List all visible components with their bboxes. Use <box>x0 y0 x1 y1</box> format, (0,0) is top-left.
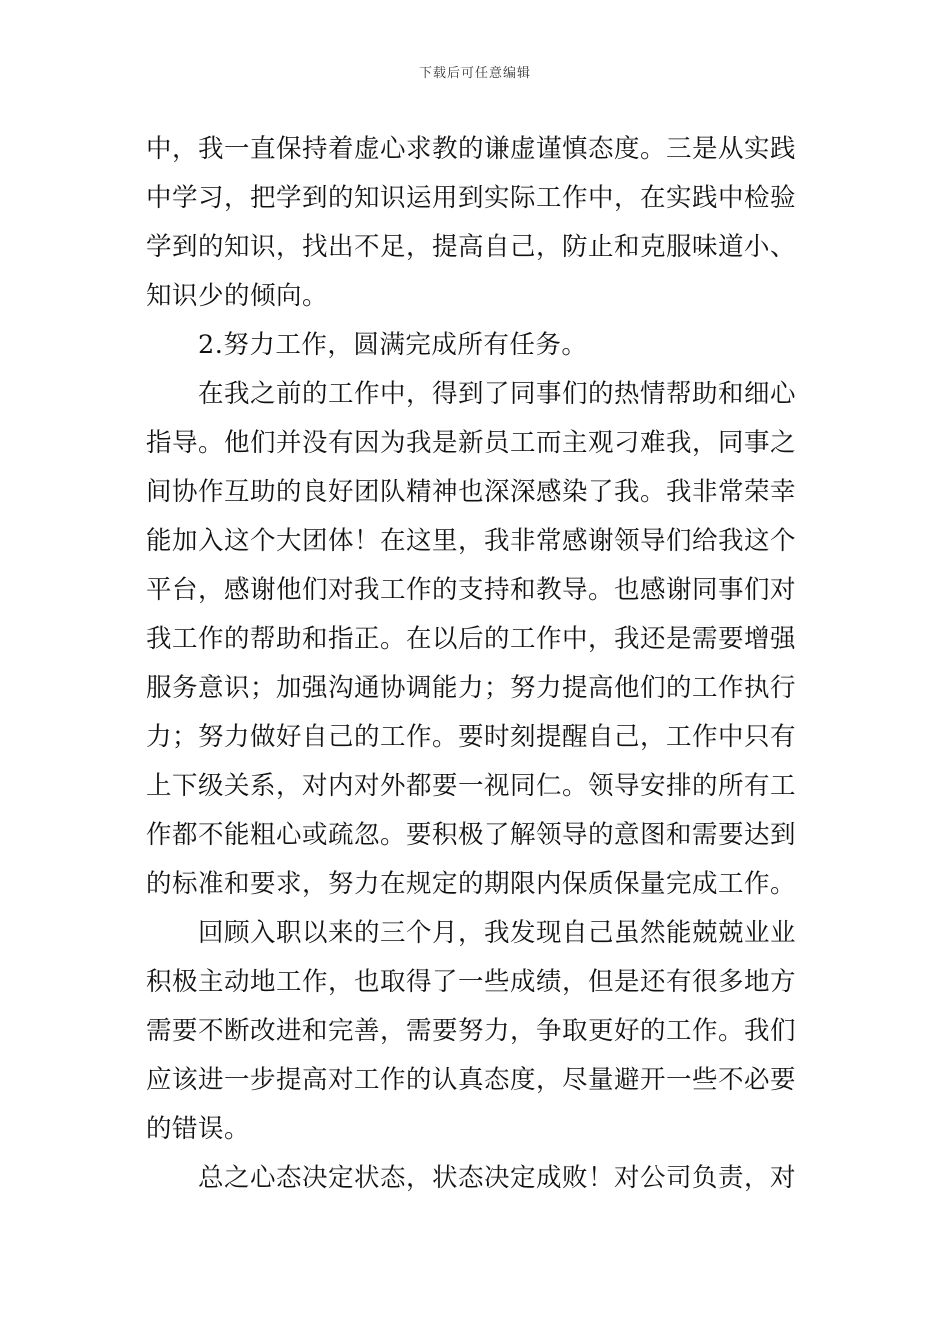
text-line: 知识少的倾向。 <box>146 281 329 311</box>
text-line: 学到的知识，找出不足，提高自己，防止和克服味道小、 <box>146 232 797 262</box>
text-line: 的标准和要求，努力在规定的期限内保质保量完成工作。 <box>146 869 797 899</box>
text-line: 中，我一直保持着虚心求教的谦虚谨慎态度。三是从实践 <box>146 134 797 164</box>
text-line: 回顾入职以来的三个月，我发现自己虽然能兢兢业业 <box>198 918 797 948</box>
text-line: 的错误。 <box>146 1114 251 1144</box>
text-line: 积极主动地工作，也取得了一些成绩，但是还有很多地方 <box>146 967 797 997</box>
text-line: 我工作的帮助和指正。在以后的工作中，我还是需要增强 <box>146 624 797 654</box>
text-line: 上下级关系，对内对外都要一视同仁。领导安排的所有工 <box>146 771 797 801</box>
text-line: 在我之前的工作中，得到了同事们的热情帮助和细心 <box>198 379 797 409</box>
body-text <box>146 125 808 1203</box>
text-line: 平台，感谢他们对我工作的支持和教导。也感谢同事们对 <box>146 575 797 605</box>
text-line: 需要不断改进和完善，需要努力，争取更好的工作。我们 <box>146 1016 797 1046</box>
text-line: 能加入这个大团体！在这里，我非常感谢领导们给我这个 <box>146 526 797 556</box>
section-heading: 2.努力工作，圆满完成所有任务。 <box>198 330 588 360</box>
text-line: 力；努力做好自己的工作。要时刻提醒自己，工作中只有 <box>146 722 797 752</box>
text-line: 服务意识；加强沟通协调能力；努力提高他们的工作执行 <box>146 673 797 703</box>
text-line: 应该进一步提高对工作的认真态度，尽量避开一些不必要 <box>146 1065 797 1095</box>
text-line: 作都不能粗心或疏忽。要积极了解领导的意图和需要达到 <box>146 820 797 850</box>
text-line: 指导。他们并没有因为我是新员工而主观刁难我，同事之 <box>146 428 797 458</box>
text-line: 中学习，把学到的知识运用到实际工作中，在实践中检验 <box>146 183 797 213</box>
text-line: 间协作互助的良好团队精神也深深感染了我。我非常荣幸 <box>146 477 797 507</box>
page-header: 下载后可任意编辑 <box>418 66 531 81</box>
text-line: 总之心态决定状态，状态决定成败！对公司负责，对 <box>198 1163 797 1193</box>
